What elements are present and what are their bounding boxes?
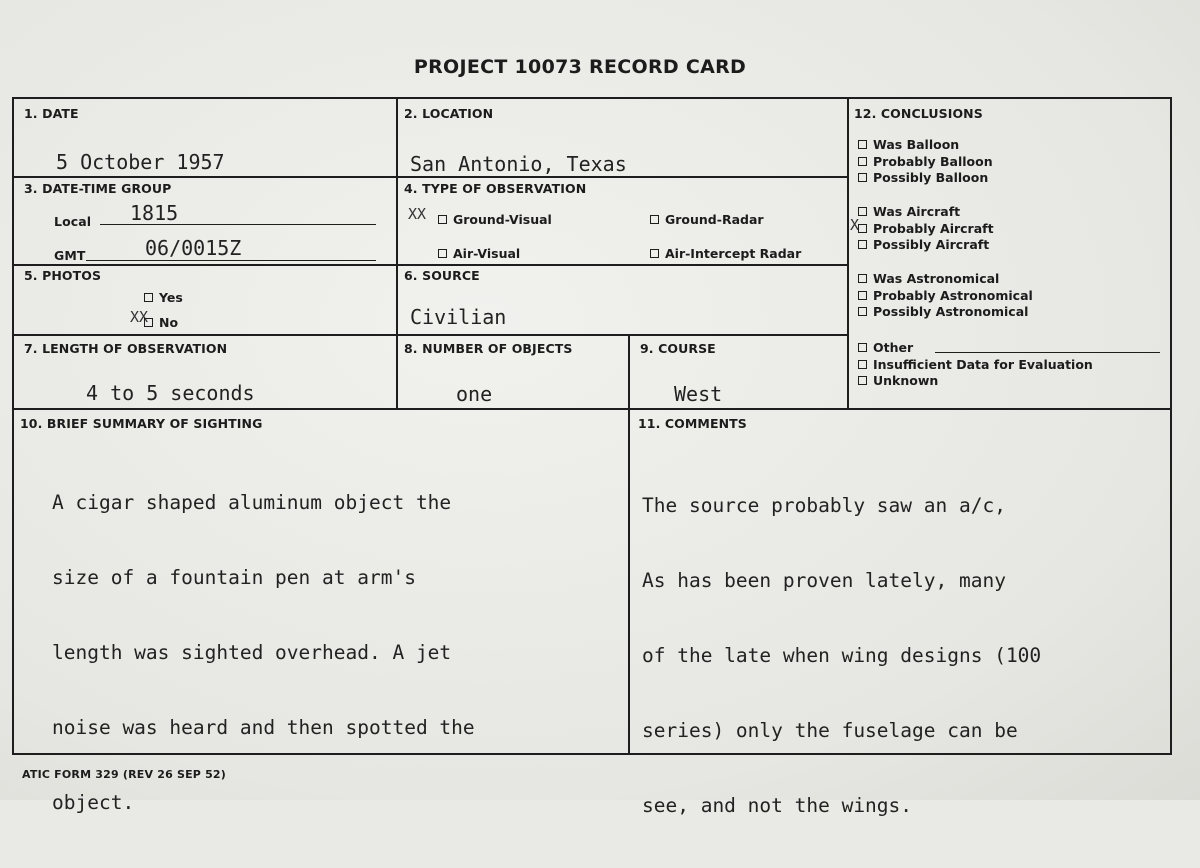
summary-line: object. <box>52 791 135 814</box>
option-probably-astronomical[interactable]: Probably Astronomical <box>858 288 1033 305</box>
length-of-observation-label: 7. LENGTH OF OBSERVATION <box>24 341 228 356</box>
option-probably-balloon[interactable]: Probably Balloon <box>858 154 993 171</box>
photos-option-no[interactable]: No <box>144 315 178 330</box>
checkbox-icon <box>858 343 867 352</box>
number-of-objects-label: 8. NUMBER OF OBJECTS <box>404 341 573 356</box>
summary-line: size of a fountain pen at arm's <box>52 566 416 589</box>
option-was-aircraft[interactable]: Was Aircraft <box>858 204 994 221</box>
option-other[interactable]: Other <box>858 340 1093 357</box>
photos-check-mark: XX <box>130 308 149 326</box>
option-possibly-aircraft[interactable]: Possibly Aircraft <box>858 237 994 254</box>
divider-col-2 <box>847 99 849 408</box>
conclusions-group-other <box>858 340 1093 390</box>
checkbox-icon <box>858 307 867 316</box>
option-was-astronomical[interactable]: Was Astronomical <box>858 271 1033 288</box>
checkbox-icon <box>858 173 867 182</box>
comments-line: of the late when wing designs (100 <box>642 644 1042 667</box>
summary-line: A cigar shaped aluminum object the <box>52 491 452 514</box>
gmt-time-underline <box>86 260 376 261</box>
divider-row-4 <box>14 408 1170 410</box>
comments-line: series) only the fuselage can be <box>642 719 1018 742</box>
option-ground-visual[interactable]: Ground-Visual <box>438 212 552 227</box>
photos-label: 5. PHOTOS <box>24 268 102 283</box>
divider-col-3 <box>628 334 630 754</box>
option-probably-aircraft[interactable]: Probably Aircraft <box>858 221 994 238</box>
divider-row-3 <box>14 334 848 336</box>
checkbox-icon <box>144 318 153 327</box>
comments-line: As has been proven lately, many <box>642 569 1006 592</box>
checkbox-icon <box>858 376 867 385</box>
summary-text <box>52 440 475 865</box>
checkbox-icon <box>858 274 867 283</box>
checkbox-icon <box>858 157 867 166</box>
option-air-intercept-radar[interactable]: Air-Intercept Radar <box>650 246 801 261</box>
gmt-time-label: GMT <box>54 248 86 263</box>
option-was-balloon[interactable]: Was Balloon <box>858 137 993 154</box>
summary-label: 10. BRIEF SUMMARY OF SIGHTING <box>20 416 263 431</box>
checkbox-icon <box>650 215 659 224</box>
gmt-time-value: 06/0015Z <box>145 236 242 260</box>
checkbox-icon <box>858 224 867 233</box>
comments-label: 11. COMMENTS <box>638 416 747 431</box>
option-unknown[interactable]: Unknown <box>858 373 1093 390</box>
card-title: PROJECT 10073 RECORD CARD <box>413 56 747 78</box>
option-possibly-astronomical[interactable]: Possibly Astronomical <box>858 304 1033 321</box>
date-value: 5 October 1957 <box>56 150 225 174</box>
conclusions-check-mark: X <box>850 216 860 234</box>
checkbox-icon <box>858 291 867 300</box>
other-underline <box>935 352 1160 353</box>
option-ground-radar[interactable]: Ground-Radar <box>650 212 764 227</box>
divider-row-1 <box>14 176 848 178</box>
checkbox-icon <box>858 140 867 149</box>
conclusions-group-aircraft <box>858 204 994 254</box>
type-of-observation-label: 4. TYPE OF OBSERVATION <box>404 181 587 196</box>
photos-option-yes[interactable]: Yes <box>144 290 183 305</box>
checkbox-icon <box>438 249 447 258</box>
summary-line: length was sighted overhead. A jet <box>52 641 452 664</box>
location-label: 2. LOCATION <box>404 106 494 121</box>
location-value: San Antonio, Texas <box>410 152 627 176</box>
course-label: 9. COURSE <box>640 341 716 356</box>
local-time-underline <box>100 224 376 225</box>
date-label: 1. DATE <box>24 106 79 121</box>
comments-line: The source probably saw an a/c, <box>642 494 1006 517</box>
course-value: West <box>674 382 723 406</box>
conclusions-group-balloon <box>858 137 993 187</box>
checkbox-icon <box>650 249 659 258</box>
conclusions-label: 12. CONCLUSIONS <box>854 106 983 121</box>
local-time-value: 1815 <box>130 201 179 225</box>
checkbox-icon <box>858 207 867 216</box>
length-of-observation-value: 4 to 5 seconds <box>86 381 255 405</box>
option-insufficient-data[interactable]: Insufficient Data for Evaluation <box>858 357 1093 374</box>
form-number: ATIC FORM 329 (REV 26 SEP 52) <box>22 768 227 781</box>
source-label: 6. SOURCE <box>404 268 480 283</box>
option-air-visual[interactable]: Air-Visual <box>438 246 520 261</box>
observation-check-mark: XX <box>408 205 427 223</box>
source-value: Civilian <box>410 305 507 329</box>
comments-text <box>642 443 1041 868</box>
divider-row-2 <box>14 264 848 266</box>
checkbox-icon <box>858 360 867 369</box>
checkbox-icon <box>438 215 447 224</box>
divider-col-1 <box>396 99 398 408</box>
local-time-label: Local <box>54 214 92 229</box>
summary-line: noise was heard and then spotted the <box>52 716 475 739</box>
number-of-objects-value: one <box>456 382 493 406</box>
checkbox-icon <box>858 240 867 249</box>
option-possibly-balloon[interactable]: Possibly Balloon <box>858 170 993 187</box>
conclusions-group-astronomical <box>858 271 1033 321</box>
date-time-group-label: 3. DATE-TIME GROUP <box>24 181 172 196</box>
comments-line: see, and not the wings. <box>642 794 913 817</box>
checkbox-icon <box>144 293 153 302</box>
